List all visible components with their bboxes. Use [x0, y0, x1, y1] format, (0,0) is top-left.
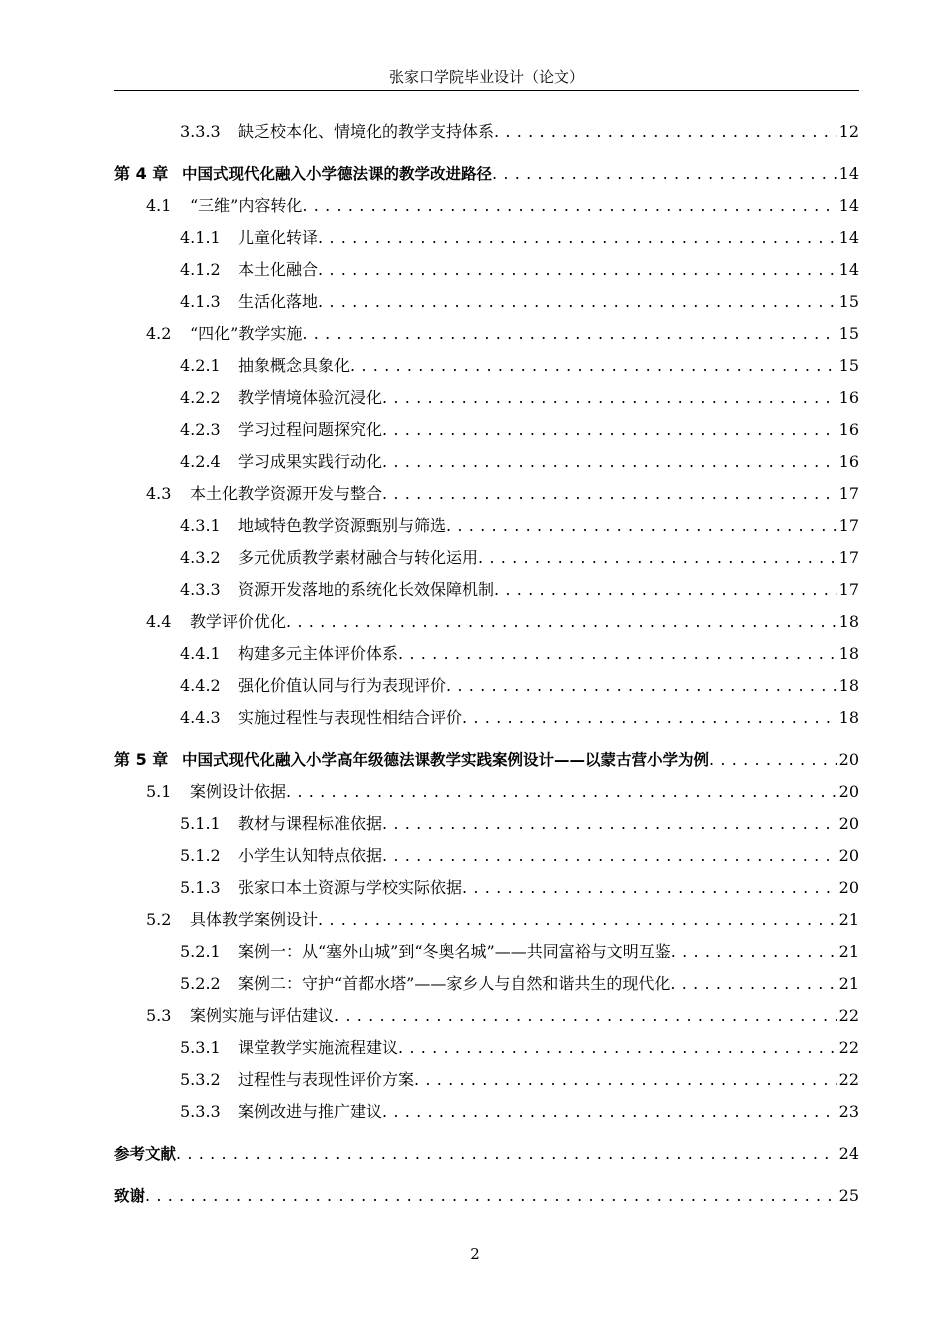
toc-leader-dots [302, 190, 836, 222]
toc-entry-title: 本土化教学资源开发与整合 [190, 484, 383, 503]
toc-chapter-entry[interactable] [114, 744, 859, 776]
toc-entry-title: 张家口本土资源与学校实际依据 [238, 878, 463, 897]
toc-leader-dots [382, 808, 837, 840]
toc-entry-page: 20 [838, 750, 859, 769]
toc-leader-dots [334, 1000, 837, 1032]
toc-entry-number: 5.1 [146, 782, 172, 801]
toc-subsection-entry[interactable] [114, 1064, 859, 1096]
toc-entry-title: 课堂教学实施流程建议 [238, 1038, 399, 1057]
toc-entry-title: 案例二：守护“首都水塔”——家乡人与自然和谐共生的现代化 [238, 974, 671, 993]
toc-entry-title: 缺乏校本化、情境化的教学支持体系 [238, 122, 495, 141]
toc-entry-title: “三维”内容转化 [190, 196, 303, 215]
toc-entry-title: 构建多元主体评价体系 [238, 644, 399, 663]
toc-leader-dots [382, 382, 837, 414]
toc-entry-title: 多元优质教学素材融合与转化运用 [238, 548, 479, 567]
toc-entry-page: 18 [838, 676, 859, 695]
toc-entry-page: 14 [838, 228, 859, 247]
toc-entry-title: 儿童化转译 [238, 228, 319, 247]
toc-leader-dots [462, 872, 837, 904]
toc-entry-page: 18 [838, 612, 859, 631]
toc-entry-number: 4.1 [146, 196, 172, 215]
toc-entry-page: 20 [838, 814, 859, 833]
toc-entry-page: 17 [838, 484, 859, 503]
toc-entry-title: 参考文献 [114, 1145, 177, 1163]
toc-entry-page: 17 [838, 516, 859, 535]
toc-entry-title: 本土化融合 [238, 260, 319, 279]
toc-subsection-entry[interactable] [114, 574, 859, 606]
toc-section-entry[interactable] [114, 606, 859, 638]
toc-entry-page: 15 [838, 324, 859, 343]
toc-subsection-entry[interactable] [114, 872, 859, 904]
toc-entry-page: 22 [838, 1070, 859, 1089]
toc-entry-number: 5.3.2 [180, 1070, 221, 1089]
toc-entry-number: 4.3.3 [180, 580, 221, 599]
toc-entry-page: 17 [838, 548, 859, 567]
toc-entry-number: 4.1.2 [180, 260, 221, 279]
toc-entry-number: 4.4 [146, 612, 172, 631]
toc-leader-dots [398, 1032, 837, 1064]
toc-entry-number: 4.1.1 [180, 228, 221, 247]
toc-entry-title: 教材与课程标准依据 [238, 814, 383, 833]
toc-leader-dots [494, 116, 837, 148]
toc-entry-title: 学习成果实践行动化 [238, 452, 383, 471]
toc-entry-number: 4.4.1 [180, 644, 221, 663]
toc-leader-dots [446, 670, 837, 702]
toc-entry-number: 5.1.3 [180, 878, 221, 897]
toc-subsection-entry[interactable] [114, 808, 859, 840]
toc-leader-dots [318, 222, 837, 254]
toc-entry-page: 16 [838, 388, 859, 407]
toc-subsection-entry[interactable] [114, 638, 859, 670]
toc-leader-dots [671, 936, 837, 968]
toc-leader-dots [350, 350, 837, 382]
toc-section-entry[interactable] [114, 904, 859, 936]
toc-leader-dots [286, 776, 837, 808]
toc-entry-number: 5.3.3 [180, 1102, 221, 1121]
toc-subsection-entry[interactable] [114, 840, 859, 872]
toc-entry-title: 生活化落地 [238, 292, 319, 311]
toc-entry-page: 16 [838, 420, 859, 439]
toc-subsection-entry[interactable] [114, 350, 859, 382]
toc-entry-title: 资源开发落地的系统化长效保障机制 [238, 580, 495, 599]
header-title: 张家口学院毕业设计（论文） [388, 68, 584, 86]
toc-entry-page: 25 [838, 1186, 859, 1205]
toc-leader-dots [286, 606, 837, 638]
toc-entry-page: 24 [838, 1144, 859, 1163]
toc-leader-dots [382, 840, 837, 872]
toc-entry-title: 案例实施与评估建议 [190, 1006, 335, 1025]
toc-subsection-entry[interactable] [114, 116, 859, 148]
table-of-contents [114, 116, 859, 1212]
toc-subsection-entry[interactable] [114, 222, 859, 254]
toc-entry-title: 具体教学案例设计 [190, 910, 319, 929]
toc-entry-page: 12 [838, 122, 859, 141]
toc-entry-number: 4.4.3 [180, 708, 221, 727]
page-number: 2 [470, 1245, 480, 1263]
running-header [114, 64, 859, 91]
toc-leader-dots [382, 1096, 837, 1128]
toc-entry-number: 第 4 章 [114, 164, 169, 183]
toc-entry-number: 5.1.2 [180, 846, 221, 865]
toc-entry-number: 4.2.1 [180, 356, 221, 375]
toc-entry-title: 学习过程问题探究化 [238, 420, 383, 439]
toc-subsection-entry[interactable] [114, 254, 859, 286]
toc-entry-page: 14 [838, 164, 859, 183]
toc-leader-dots [414, 1064, 837, 1096]
toc-entry-page: 21 [838, 974, 859, 993]
toc-entry-page: 20 [838, 878, 859, 897]
toc-entry-number: 4.3 [146, 484, 172, 503]
toc-entry-title: 抽象概念具象化 [238, 356, 351, 375]
toc-section-entry[interactable] [114, 190, 859, 222]
toc-entry-page: 16 [838, 452, 859, 471]
toc-section-entry[interactable] [114, 776, 859, 808]
toc-leader-dots [670, 968, 836, 1000]
toc-subsection-entry[interactable] [114, 1032, 859, 1064]
toc-entry-page: 15 [838, 356, 859, 375]
toc-section-entry[interactable] [114, 478, 859, 510]
toc-leader-dots [382, 414, 837, 446]
toc-entry-number: 4.4.2 [180, 676, 221, 695]
toc-leader-dots [398, 638, 837, 670]
toc-subsection-entry[interactable] [114, 702, 859, 734]
toc-entry-number: 5.3.1 [180, 1038, 221, 1057]
toc-entry-page: 20 [838, 782, 859, 801]
toc-entry-page: 18 [838, 708, 859, 727]
toc-entry-page: 21 [838, 942, 859, 961]
toc-entry-title: 过程性与表现性评价方案 [238, 1070, 415, 1089]
toc-entry-number: 5.1.1 [180, 814, 221, 833]
toc-entry-page: 15 [838, 292, 859, 311]
toc-leader-dots [318, 254, 837, 286]
toc-leader-dots [492, 158, 837, 190]
toc-entry-number: 3.3.3 [180, 122, 221, 141]
toc-entry-page: 23 [838, 1102, 859, 1121]
toc-subsection-entry[interactable] [114, 1096, 859, 1128]
toc-entry-number: 5.2 [146, 910, 172, 929]
toc-section-entry[interactable] [114, 1000, 859, 1032]
toc-entry-number: 第 5 章 [114, 750, 169, 769]
toc-leader-dots [145, 1180, 837, 1212]
toc-leader-dots [494, 574, 837, 606]
toc-entry-title: “四化”教学实施 [190, 324, 303, 343]
toc-leader-dots [446, 510, 837, 542]
toc-leader-dots [176, 1138, 837, 1170]
toc-entry-number: 5.2.1 [180, 942, 221, 961]
toc-entry-number: 4.3.1 [180, 516, 221, 535]
toc-entry-number: 4.2.2 [180, 388, 221, 407]
toc-entry-title: 小学生认知特点依据 [238, 846, 383, 865]
toc-entry-number: 4.2.4 [180, 452, 221, 471]
toc-section-entry[interactable] [114, 318, 859, 350]
toc-entry-page: 17 [838, 580, 859, 599]
toc-entry-page: 14 [838, 196, 859, 215]
page-footer [0, 1245, 950, 1263]
toc-subsection-entry[interactable] [114, 286, 859, 318]
toc-entry-title: 案例改进与推广建议 [238, 1102, 383, 1121]
toc-entry-title: 实施过程性与表现性相结合评价 [238, 708, 463, 727]
toc-subsection-entry[interactable] [114, 510, 859, 542]
toc-chapter-entry[interactable] [114, 1180, 859, 1212]
toc-entry-title: 中国式现代化融入小学德法课的教学改进路径 [182, 165, 493, 183]
toc-subsection-entry[interactable] [114, 670, 859, 702]
toc-entry-title: 案例一：从“塞外山城”到“冬奥名城”——共同富裕与文明互鉴 [238, 942, 671, 961]
toc-entry-title: 强化价值认同与行为表现评价 [238, 676, 447, 695]
toc-subsection-entry[interactable] [114, 446, 859, 478]
toc-leader-dots [709, 744, 837, 776]
toc-entry-page: 18 [838, 644, 859, 663]
toc-entry-number: 4.3.2 [180, 548, 221, 567]
toc-entry-page: 22 [838, 1038, 859, 1057]
toc-leader-dots [302, 318, 836, 350]
toc-leader-dots [462, 702, 837, 734]
toc-chapter-entry[interactable] [114, 158, 859, 190]
toc-entry-page: 14 [838, 260, 859, 279]
toc-subsection-entry[interactable] [114, 414, 859, 446]
toc-leader-dots [318, 286, 837, 318]
toc-entry-title: 教学情境体验沉浸化 [238, 388, 383, 407]
toc-entry-number: 4.2.3 [180, 420, 221, 439]
toc-subsection-entry[interactable] [114, 542, 859, 574]
toc-entry-page: 21 [838, 910, 859, 929]
toc-entry-title: 中国式现代化融入小学高年级德法课教学实践案例设计——以蒙古营小学为例 [182, 751, 710, 769]
toc-entry-number: 4.2 [146, 324, 172, 343]
toc-chapter-entry[interactable] [114, 1138, 859, 1170]
toc-leader-dots [478, 542, 837, 574]
toc-leader-dots [382, 478, 837, 510]
toc-entry-title: 教学评价优化 [190, 612, 287, 631]
toc-entry-number: 5.2.2 [180, 974, 221, 993]
toc-entry-title: 地域特色教学资源甄别与筛选 [238, 516, 447, 535]
toc-subsection-entry[interactable] [114, 382, 859, 414]
toc-entry-number: 5.3 [146, 1006, 172, 1025]
toc-subsection-entry[interactable] [114, 936, 859, 968]
toc-leader-dots [382, 446, 837, 478]
toc-entry-title: 致谢 [114, 1187, 146, 1205]
toc-entry-page: 20 [838, 846, 859, 865]
toc-subsection-entry[interactable] [114, 968, 859, 1000]
toc-entry-number: 4.1.3 [180, 292, 221, 311]
toc-entry-page: 22 [838, 1006, 859, 1025]
toc-leader-dots [318, 904, 837, 936]
toc-entry-title: 案例设计依据 [190, 782, 287, 801]
